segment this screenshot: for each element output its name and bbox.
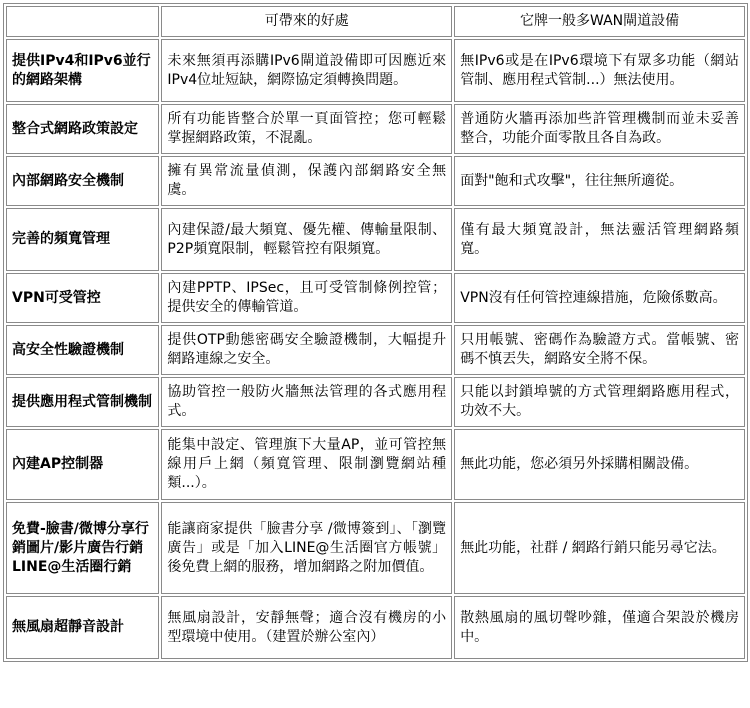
other-cell: 僅有最大頻寬設計，無法靈活管理網路頻寬。 [454,208,745,271]
table-row [6,429,745,500]
other-cell: 散熱風扇的風切聲吵雜，僅適合架設於機房中。 [454,596,745,659]
header-feature [6,6,159,37]
other-cell: 只能以封鎖埠號的方式管理網路應用程式，功效不大。 [454,377,745,427]
table-row [6,325,745,375]
feature-cell: 提供應用程式管制機制 [6,377,159,427]
feature-cell: VPN可受管控 [6,273,159,323]
feature-cell: 提供IPv4和IPv6並行的網路架構 [6,39,159,102]
feature-cell: 內建AP控制器 [6,429,159,500]
feature-cell: 完善的頻寬管理 [6,208,159,271]
table-row [6,208,745,271]
other-cell: 普通防火牆再添加些許管理機制而並未妥善整合，功能介面零散且各自為政。 [454,104,745,154]
table-row [6,502,745,594]
benefit-cell: 能讓商家提供「臉書分享 /微博簽到」、「瀏覽廣告」或是「加入LINE@生活圈官方帳號」後免費上網的服務，增加網路之附加價值。 [161,502,452,594]
benefit-cell: 提供OTP動態密碼安全驗證機制，大幅提升網路連線之安全。 [161,325,452,375]
table-row [6,377,745,427]
other-cell: 只用帳號、密碼作為驗證方式。當帳號、密碼不慎丟失，網路安全將不保。 [454,325,745,375]
other-cell: VPN沒有任何管控連線措施，危險係數高。 [454,273,745,323]
benefit-cell: 內建保證/最大頻寬、優先權、傳輸量限制、P2P頻寬限制，輕鬆管控有限頻寬。 [161,208,452,271]
header-other-devices: 它牌一般多WAN閘道設備 [454,6,745,37]
feature-cell: 整合式網路政策設定 [6,104,159,154]
feature-cell: 高安全性驗證機制 [6,325,159,375]
table-row [6,104,745,154]
benefit-cell: 協助管控一般防火牆無法管理的各式應用程式。 [161,377,452,427]
header-benefit: 可帶來的好處 [161,6,452,37]
feature-cell: 免費-臉書/微博分享行銷圖片/影片廣告行銷LINE@生活圈行銷 [6,502,159,594]
benefit-cell: 所有功能皆整合於單一頁面管控；您可輕鬆掌握網路政策，不混亂。 [161,104,452,154]
other-cell: 無IPv6或是在IPv6環境下有眾多功能（網站管制、應用程式管制...）無法使用。 [454,39,745,102]
other-cell: 無此功能，您必須另外採購相關設備。 [454,429,745,500]
table-row [6,273,745,323]
table-row [6,596,745,659]
feature-cell: 無風扇超靜音設計 [6,596,159,659]
benefit-cell: 未來無須再添購IPv6閘道設備即可因應近來IPv4位址短缺，網際協定須轉換問題。 [161,39,452,102]
other-cell: 面對"飽和式攻擊"，往往無所適從。 [454,156,745,206]
benefit-cell: 內建PPTP、IPSec，且可受管制條例控管；提供安全的傳輸管道。 [161,273,452,323]
table-row [6,39,745,102]
table-row [6,156,745,206]
table-header-row [6,6,745,37]
other-cell: 無此功能，社群 / 網路行銷只能另尋它法。 [454,502,745,594]
benefit-cell: 無風扇設計，安靜無聲；適合沒有機房的小型環境中使用。（建置於辦公室內） [161,596,452,659]
comparison-table [3,3,748,662]
benefit-cell: 擁有異常流量偵測，保護內部網路安全無虞。 [161,156,452,206]
feature-cell: 內部網路安全機制 [6,156,159,206]
benefit-cell: 能集中設定、管理旗下大量AP，並可管控無線用戶上網（頻寬管理、限制瀏覽網站種類...）。 [161,429,452,500]
